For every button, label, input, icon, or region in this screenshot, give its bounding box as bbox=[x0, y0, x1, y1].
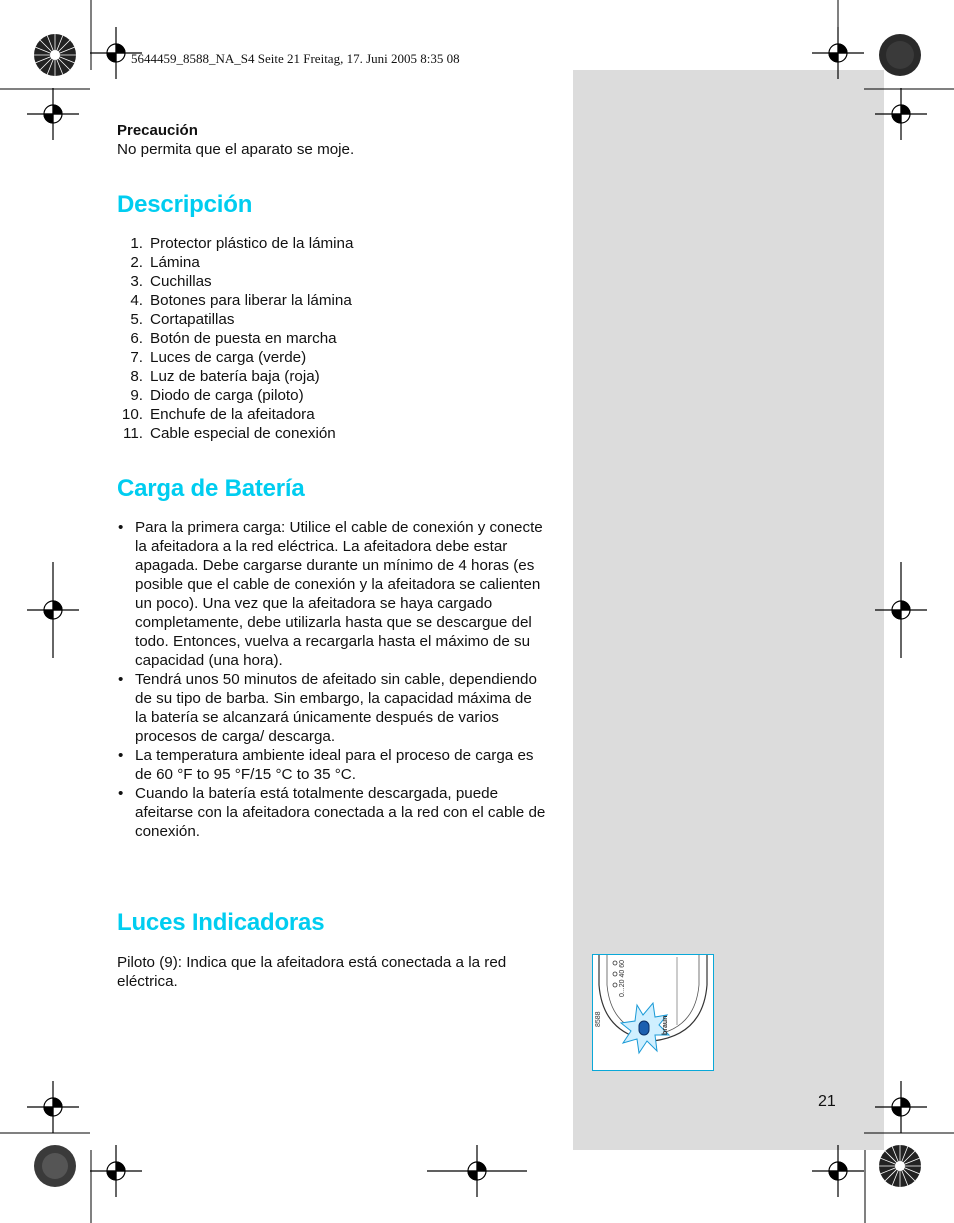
list-item: 1. Protector plástico de la lámina bbox=[130, 235, 354, 252]
list-item: • Tendrá unos 50 minutos de afeitado sin cable, dependiendo de su tipo de barba. Sin embargo, la capacidad máxima de la batería se alcanzará únicamente después de varios procesos de carga/ descarga. bbox=[117, 670, 547, 746]
list-item: 7. Luces de carga (verde) bbox=[130, 349, 307, 366]
list-item: 5. Cortapatillas bbox=[130, 311, 235, 328]
model-label: 8588 bbox=[595, 1011, 602, 1027]
caution-title: Precaución bbox=[117, 122, 198, 139]
list-item: • Para la primera carga: Utilice el cable de conexión y conecte la afeitadora a la red eléctrica. La afeitadora debe estar apagada. Debe cargarse durante un mínimo de 4 horas (es posible que el cable de conexión y la afeitadora se calienten un poco). Una vez que la afeitadora se haya cargado completamente, debe utilizarla hasta que se descargue del todo. Entonces, vuelva a recargarla hasta el máximo de su capacidad (una hora). bbox=[117, 518, 547, 670]
brand-label: braun bbox=[662, 1015, 669, 1035]
list-item: 3. Cuchillas bbox=[130, 273, 212, 290]
battery-heading: Carga de Batería bbox=[117, 475, 305, 502]
description-list bbox=[117, 234, 353, 443]
indicators-text: Piloto (9): Indica que la afeitadora está conectada a la red eléctrica. bbox=[117, 954, 507, 990]
list-item: 6. Botón de puesta en marcha bbox=[130, 330, 337, 347]
caution-text: No permita que el aparato se moje. bbox=[117, 141, 355, 158]
list-item: 2. Lámina bbox=[130, 254, 200, 271]
list-item: 8. Luz de batería baja (roja) bbox=[130, 368, 320, 385]
list-item: 10. Enchufe de la afeitadora bbox=[121, 406, 315, 423]
list-item: • La temperatura ambiente ideal para el proceso de carga es de 60 °F to 95 °F/15 °C to 35 °C. bbox=[117, 746, 547, 784]
indicators-heading: Luces Indicadoras bbox=[117, 909, 325, 936]
list-item: 9. Diodo de carga (piloto) bbox=[130, 387, 304, 404]
shaver-illustration bbox=[592, 954, 714, 1071]
page-number: 21 bbox=[818, 1093, 836, 1110]
shaver-drawing bbox=[593, 955, 713, 1070]
description-heading: Descripción bbox=[117, 191, 253, 218]
battery-bullets bbox=[117, 518, 547, 841]
scale-label: 0...20 40 60 bbox=[619, 960, 626, 997]
list-item: 4. Botones para liberar la lámina bbox=[130, 292, 352, 309]
list-item: • Cuando la batería está totalmente descargada, puede afeitarse con la afeitadora conectada a la red con el cable de conexión. bbox=[117, 784, 547, 841]
print-header: 5644459_8588_NA_S4 Seite 21 Freitag, 17. Juni 2005 8:35 08 bbox=[131, 51, 460, 66]
list-item: 11. Cable especial de conexión bbox=[123, 425, 336, 442]
